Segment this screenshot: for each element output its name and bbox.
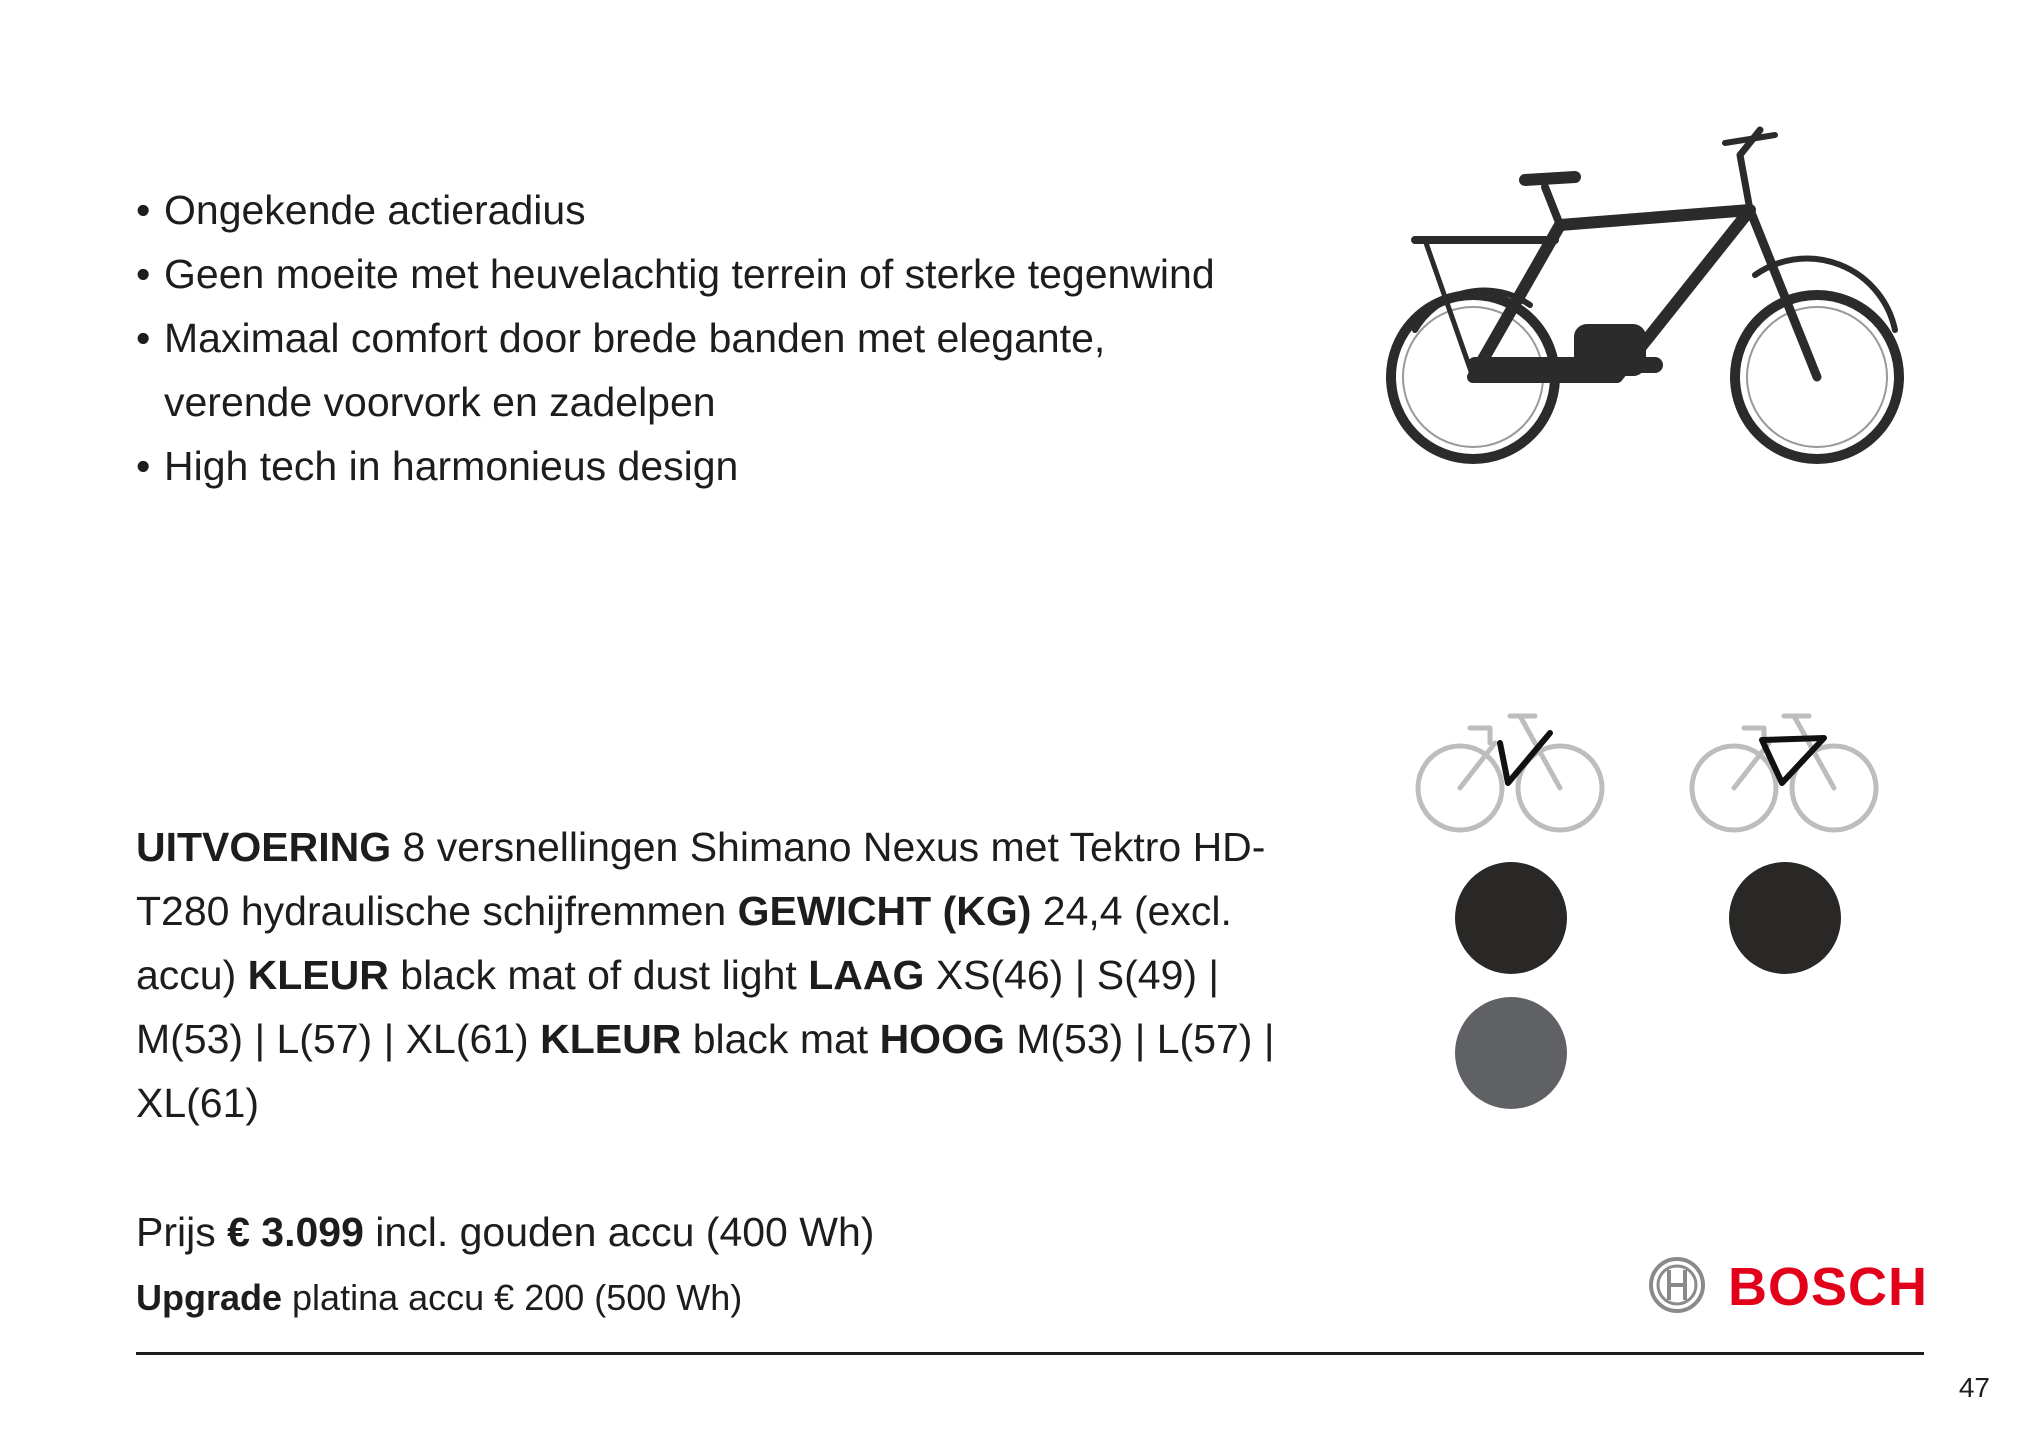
spec-value: 8 versnellingen Shimano Nexus met Tektro HD-T280 hydraulische schijfremmen — [136, 824, 1266, 934]
upgrade-label: Upgrade — [136, 1277, 283, 1318]
feature-item: • Geen moeite met heuvelachtig terrein of sterke tegenwind — [136, 242, 1336, 306]
spec-label: HOOG — [879, 1016, 1005, 1062]
upgrade-text: platina accu € 200 (500 Wh) — [282, 1277, 743, 1318]
spec-value: XS(46) | S(49) | M(53) | L(57) | XL(61) — [136, 952, 1220, 1062]
bosch-wordmark: BOSCH — [1728, 1257, 1929, 1317]
bosch-armature-icon — [1648, 1256, 1706, 1314]
spec-value: 24,4 (excl. accu) — [136, 888, 1232, 998]
price-line — [136, 1200, 1236, 1264]
spec-value: M(53) | L(57) | XL(61) — [136, 1016, 1275, 1126]
feature-item: • Ongekende actieradius — [136, 178, 1336, 242]
bosch-logo — [1648, 1256, 1929, 1318]
upgrade-line — [136, 1270, 1236, 1326]
page-number: 47 — [1958, 1372, 1990, 1403]
spec-label: KLEUR — [247, 952, 389, 998]
low-step-frame-icon — [1410, 708, 1610, 838]
ebike-photo — [1355, 115, 1935, 510]
spec-label: GEWICHT (KG) — [737, 888, 1032, 934]
high-diamond-frame-icon — [1684, 708, 1884, 838]
color-swatch-dust-light — [1455, 997, 1567, 1109]
specifications — [136, 815, 1286, 1135]
spec-label: KLEUR — [540, 1016, 682, 1062]
price-suffix: incl. gouden accu (400 Wh) — [363, 1209, 875, 1255]
spec-label: LAAG — [808, 952, 925, 998]
price-amount: € 3.099 — [227, 1209, 364, 1255]
feature-list — [136, 178, 1336, 498]
footer-divider — [136, 1352, 1924, 1355]
color-swatch-black-mat — [1455, 862, 1567, 974]
feature-item: • Maximaal comfort door brede banden met elegante, verende voorvork en zadelpen — [136, 306, 1224, 434]
price-prefix: Prijs — [136, 1209, 228, 1255]
spec-value: black mat of dust light — [388, 952, 809, 998]
spec-label: UITVOERING — [136, 824, 392, 870]
feature-item: • High tech in harmonieus design — [136, 434, 1336, 498]
color-swatch-black-mat — [1729, 862, 1841, 974]
spec-value: black mat — [681, 1016, 880, 1062]
